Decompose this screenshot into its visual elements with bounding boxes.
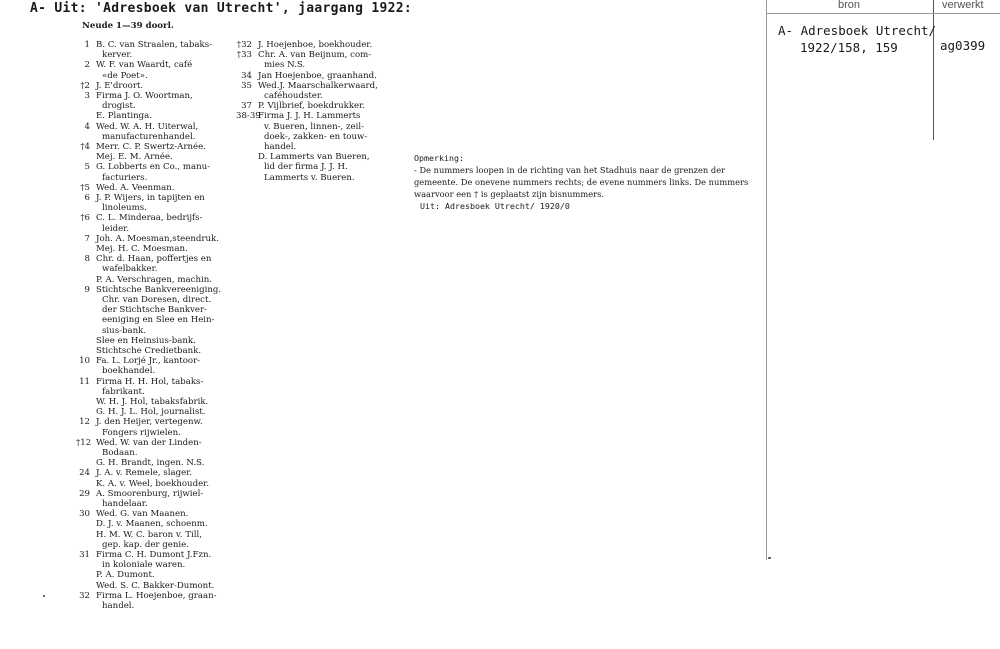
occupant-continuation: Chr. van Doresen, direct. <box>102 294 212 305</box>
house-number: 8 <box>84 254 90 265</box>
occupant-line: H. M. W. C. baron v. Till, <box>96 529 202 540</box>
occupant-continuation: linoleums. <box>102 203 147 214</box>
occupant-line: Firma H. H. Hol, tabaks- <box>96 376 204 387</box>
house-number: 34 <box>241 70 252 81</box>
remark-line-1: - De nummers loopen in de richting van het Stadhuis naar de grenzen der <box>414 165 726 175</box>
house-number: †6 <box>80 213 90 224</box>
occupant-line: Wed. G. van Maanen. <box>96 509 189 520</box>
header-verwerkt: verwerkt <box>942 0 984 11</box>
occupant-line: Firma L. Hoejenboe, graan- <box>96 590 217 601</box>
occupant-line: P. A. Verschragen, machin. <box>96 274 212 285</box>
occupant-line: J. A. v. Remele, slager. <box>96 468 193 479</box>
house-number: 31 <box>79 550 90 560</box>
house-number: 9 <box>84 284 90 295</box>
occupant-line: Wed.J. Maarschalkerwaard, <box>258 80 378 91</box>
house-number: 6 <box>84 193 90 203</box>
occupant-line: Merr. C. P. Swertz-Arnée. <box>96 142 206 152</box>
occupant-line: A. Smoorenburg, rijwiel- <box>96 488 204 499</box>
header-bron: bron <box>838 0 861 11</box>
house-number: †5 <box>80 182 90 193</box>
house-number: †33 <box>236 50 252 61</box>
verwerkt-code: ag0399 <box>940 38 986 53</box>
directory-column-left <box>76 40 222 611</box>
occupant-continuation: facturiers. <box>102 172 148 183</box>
house-number: †2 <box>80 80 90 91</box>
house-number: 2 <box>84 60 90 71</box>
occupant-continuation: v. Bueren, linnen-, zeil- <box>264 121 364 132</box>
occupant-line: Firma J. O. Woortman, <box>96 91 193 101</box>
house-number: 35 <box>241 80 252 91</box>
house-number: 1 <box>84 40 90 50</box>
directory-column-right <box>236 40 381 183</box>
occupant-line: K. A. v. Weel, boekhouder. <box>96 478 210 489</box>
house-number: 24 <box>79 468 90 479</box>
panel-header-rule <box>766 13 1000 14</box>
occupant-line: P. A. Dumont. <box>96 570 155 581</box>
panel-divider-left <box>766 0 767 560</box>
occupant-continuation: doek-, zakken- en touw- <box>264 131 368 142</box>
occupant-line: Wed. W. A. H. Uiterwal, <box>96 121 199 132</box>
occupant-line: B. C. van Straalen, tabaks- <box>96 40 213 50</box>
occupant-continuation: boekhandel. <box>102 366 156 377</box>
occupant-line: D. Lammerts van Bueren, <box>258 152 370 163</box>
house-number: 10 <box>79 356 90 367</box>
house-number: 37 <box>241 101 252 112</box>
occupant-line: Slee en Heinsius-bank. <box>96 335 196 346</box>
house-number: 11 <box>79 376 90 387</box>
occupant-line: Wed. A. Veenman. <box>96 182 175 193</box>
occupant-continuation: wafelbakker. <box>102 264 158 275</box>
occupant-line: Fa. L. Lorjé Jr., kantoor- <box>96 356 201 367</box>
occupant-line: Mej. E. M. Arnée. <box>96 152 173 163</box>
bron-line-2: 1922/158, 159 <box>800 40 898 55</box>
occupant-line: Firma J. J. H. Lammerts <box>258 111 361 122</box>
occupant-line: Wed. S. C. Bakker-Dumont. <box>96 580 215 591</box>
house-number: †12 <box>76 437 92 448</box>
document-title: A- Uit: 'Adresboek van Utrecht', jaargang 1922: <box>30 1 412 16</box>
occupant-line: Stichtsche Bankvereeniging. <box>96 284 222 295</box>
occupant-continuation: Bodaan. <box>102 447 138 458</box>
occupant-continuation: fabrikant. <box>102 386 145 397</box>
occupant-continuation: eeniging en Slee en Hein- <box>102 315 215 326</box>
house-number: †32 <box>236 40 252 50</box>
occupant-line: D. J. v. Maanen, schoenm. <box>96 519 208 530</box>
occupant-continuation: lid der firma J. J. H. <box>264 162 348 173</box>
house-number: 12 <box>79 417 90 428</box>
scan-speck <box>43 595 45 597</box>
occupant-continuation: mies N.S. <box>264 60 306 71</box>
occupant-line: Firma C. H. Dumont J.Fzn. <box>96 550 212 560</box>
occupant-continuation: drogist. <box>102 101 136 112</box>
house-number: 29 <box>79 488 90 499</box>
occupant-continuation: «de Poet». <box>102 70 148 81</box>
occupant-line: Mej. H. C. Moesman. <box>96 244 188 254</box>
remark-line-2: gemeente. De onevene nummers rechts; de evene nummers links. De nummers <box>414 177 749 187</box>
panel-divider-middle <box>933 0 934 140</box>
house-number: 38-39 <box>236 111 261 122</box>
occupant-continuation: handel. <box>102 600 135 611</box>
scan-speck <box>768 557 771 559</box>
house-number: †4 <box>80 142 90 152</box>
occupant-line: G. H. J. L. Hol, journalist. <box>96 407 206 418</box>
occupant-continuation: handelaar. <box>102 498 148 509</box>
remark-heading: Opmerking: <box>414 153 464 163</box>
remark-block <box>414 152 748 212</box>
occupant-continuation: kerver. <box>102 50 133 61</box>
house-number: 7 <box>84 233 90 244</box>
occupant-line: Chr. A. van Beijnum, com- <box>258 50 372 61</box>
occupant-continuation: handel. <box>264 141 297 152</box>
occupant-line: W. F. van Waardt, café <box>96 60 193 71</box>
bron-line-1: A- Adresboek Utrecht/ <box>778 23 937 38</box>
occupant-continuation: manufacturenhandel. <box>102 131 196 142</box>
occupant-line: J. E'droort. <box>96 80 144 91</box>
occupant-line: Joh. A. Moesman,steendruk. <box>96 233 219 244</box>
occupant-line: J. Hoejenboe, boekhouder. <box>258 40 373 50</box>
occupant-line: W. H. J. Hol, tabaksfabrik. <box>96 397 209 407</box>
occupant-continuation: sius-bank. <box>102 325 147 336</box>
occupant-line: J. P. Wijers, in tapijten en <box>96 193 205 203</box>
occupant-line: P. Vijlbrief, boekdrukker. <box>258 101 366 112</box>
occupant-line: J. den Heijer, vertegenw. <box>96 417 203 428</box>
occupant-line: Jan Hoejenboe, graanhand. <box>258 70 377 81</box>
house-number: 32 <box>79 590 90 601</box>
occupant-line: Stichtsche Credietbank. <box>96 346 202 356</box>
occupant-continuation: gep. kap. der genie. <box>102 539 189 550</box>
house-number: 4 <box>84 121 90 132</box>
occupant-line: E. Plantinga. <box>96 111 153 122</box>
occupant-line: Chr. d. Haan, poffertjes en <box>96 254 212 265</box>
occupant-continuation: Lammerts v. Bueren. <box>264 172 355 183</box>
house-number: 3 <box>84 91 90 101</box>
remark-line-3: waarvoor een † is geplaatst zijn bisnummers. <box>414 189 605 199</box>
occupant-line: G. H. Brandt, ingen. N.S. <box>96 458 205 469</box>
street-heading: Neude 1—39 doorl. <box>82 21 174 31</box>
occupant-continuation: leider. <box>102 223 130 234</box>
remark-source: Uit: Adresboek Utrecht/ 1920/0 <box>420 201 570 211</box>
occupant-line: Wed. W. van der Linden- <box>96 437 202 448</box>
occupant-continuation: Fongers rijwielen. <box>102 427 181 438</box>
bron-reference <box>778 22 936 56</box>
house-number: 30 <box>79 509 90 520</box>
occupant-line: G. Lobberts en Co., manu- <box>96 162 211 173</box>
house-number: 5 <box>84 162 90 173</box>
occupant-continuation: der Stichtsche Bankver- <box>102 305 208 316</box>
occupant-continuation: in koloniale waren. <box>102 560 186 571</box>
occupant-continuation: caféhoudster. <box>264 90 323 101</box>
occupant-line: C. L. Minderaa, bedrijfs- <box>96 213 203 224</box>
